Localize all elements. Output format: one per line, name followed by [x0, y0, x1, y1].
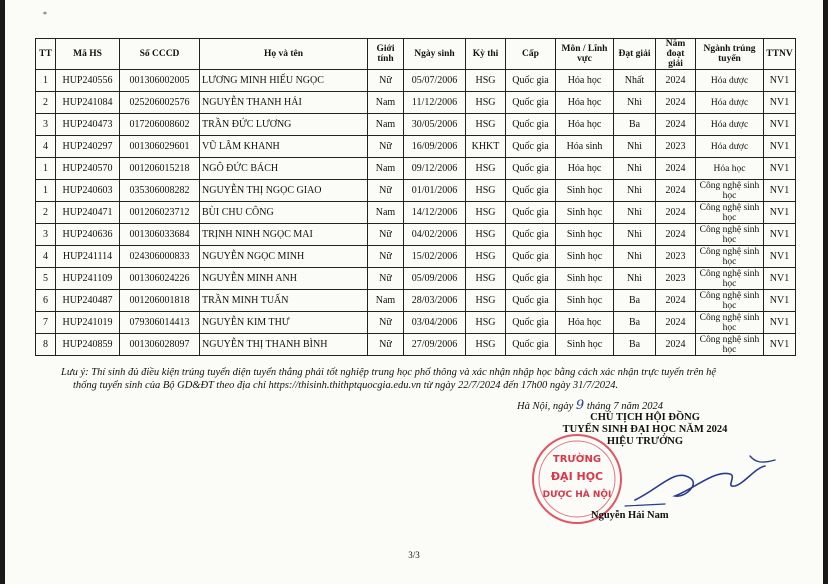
note-text: [61, 366, 801, 392]
table-cell: 2024: [656, 180, 696, 202]
table-cell: HUP240859: [56, 334, 120, 356]
table-cell: 4: [36, 136, 56, 158]
table-cell: 2024: [656, 114, 696, 136]
table-cell: HSG: [466, 70, 506, 92]
column-header: Năm đoạt giải: [656, 39, 696, 70]
table-cell: HUP240556: [56, 70, 120, 92]
table-cell: NV1: [764, 202, 796, 224]
table-cell: 05/09/2006: [404, 268, 466, 290]
column-header: Số CCCD: [120, 39, 200, 70]
table-cell: 001306002005: [120, 70, 200, 92]
table-cell: 017206008602: [120, 114, 200, 136]
table-cell: 14/12/2006: [404, 202, 466, 224]
table-cell: Ba: [614, 312, 656, 334]
table-cell: HUP241084: [56, 92, 120, 114]
table-cell: Sinh học: [556, 334, 614, 356]
column-header: Mã HS: [56, 39, 120, 70]
table-cell: Công nghệ sinh học: [696, 180, 764, 202]
table-cell: NV1: [764, 114, 796, 136]
admission-table: [35, 38, 796, 356]
table-cell: Hóa học: [696, 158, 764, 180]
table-cell: 2: [36, 92, 56, 114]
document-page: [5, 0, 823, 584]
signer-title-2: TUYỂN SINH ĐẠI HỌC NĂM 2024: [562, 424, 728, 435]
table-cell: 001206023712: [120, 202, 200, 224]
table-cell: Nhì: [614, 202, 656, 224]
table-cell: NGUYỄN THỊ THANH BÌNH: [200, 334, 368, 356]
table-cell: Quốc gia: [506, 202, 556, 224]
date-day: 9: [575, 398, 585, 413]
table-cell: Nữ: [368, 312, 404, 334]
column-header: Môn / Lĩnh vực: [556, 39, 614, 70]
table-row: [36, 114, 796, 136]
table-row: [36, 70, 796, 92]
table-cell: 1: [36, 70, 56, 92]
table-cell: 27/09/2006: [404, 334, 466, 356]
table-cell: 3: [36, 114, 56, 136]
table-cell: 8: [36, 334, 56, 356]
table-row: [36, 312, 796, 334]
table-cell: Nữ: [368, 246, 404, 268]
table-row: [36, 136, 796, 158]
table-cell: Hóa học: [556, 70, 614, 92]
table-cell: 2024: [656, 334, 696, 356]
table-cell: HUP240297: [56, 136, 120, 158]
table-cell: 4: [36, 246, 56, 268]
table-row: [36, 334, 796, 356]
table-cell: 3: [36, 224, 56, 246]
table-cell: HSG: [466, 202, 506, 224]
column-header: Giới tính: [368, 39, 404, 70]
table-cell: TRẦN MINH TUẤN: [200, 290, 368, 312]
table-cell: 2024: [656, 290, 696, 312]
table-cell: Quốc gia: [506, 246, 556, 268]
table-cell: 03/04/2006: [404, 312, 466, 334]
table-cell: 024306000833: [120, 246, 200, 268]
table-cell: Công nghệ sinh học: [696, 290, 764, 312]
table-cell: LƯƠNG MINH HIẾU NGỌC: [200, 70, 368, 92]
table-cell: TRỊNH NINH NGỌC MAI: [200, 224, 368, 246]
note-line-2: thống tuyển sinh của Bộ GD&ĐT theo địa chỉ https://thisinh.thithptquocgia.edu.vn từ ngày 22/7/2024 đến 17h00 ngày 31/7/2024.: [73, 380, 619, 391]
table-row: [36, 268, 796, 290]
table-cell: 2024: [656, 202, 696, 224]
table-cell: Công nghệ sinh học: [696, 246, 764, 268]
table-cell: HSG: [466, 246, 506, 268]
corner-mark: *: [43, 10, 47, 19]
table-cell: NV1: [764, 268, 796, 290]
table-cell: Công nghệ sinh học: [696, 334, 764, 356]
table-cell: HSG: [466, 312, 506, 334]
table-cell: HUP240603: [56, 180, 120, 202]
table-cell: 2023: [656, 136, 696, 158]
table-cell: 6: [36, 290, 56, 312]
table-cell: NV1: [764, 290, 796, 312]
table-cell: Sinh học: [556, 290, 614, 312]
table-cell: HSG: [466, 290, 506, 312]
table-cell: NV1: [764, 70, 796, 92]
table-cell: HSG: [466, 180, 506, 202]
table-cell: Sinh học: [556, 202, 614, 224]
table-cell: Ba: [614, 334, 656, 356]
table-cell: HSG: [466, 224, 506, 246]
table-cell: NV1: [764, 136, 796, 158]
table-cell: Nam: [368, 114, 404, 136]
table-cell: Quốc gia: [506, 290, 556, 312]
table-cell: NGUYỄN THỊ NGỌC GIAO: [200, 180, 368, 202]
table-cell: Nam: [368, 92, 404, 114]
table-row: [36, 180, 796, 202]
table-cell: HSG: [466, 334, 506, 356]
table-cell: Quốc gia: [506, 136, 556, 158]
table-cell: 2024: [656, 224, 696, 246]
table-cell: 2023: [656, 246, 696, 268]
table-cell: 079306014413: [120, 312, 200, 334]
table-cell: Quốc gia: [506, 114, 556, 136]
column-header: Cấp: [506, 39, 556, 70]
table-cell: NGUYỄN KIM THƯ: [200, 312, 368, 334]
table-cell: Nữ: [368, 136, 404, 158]
column-header: Họ và tên: [200, 39, 368, 70]
table-cell: NV1: [764, 334, 796, 356]
table-cell: Công nghệ sinh học: [696, 312, 764, 334]
table-cell: 001306024226: [120, 268, 200, 290]
table-cell: 15/02/2006: [404, 246, 466, 268]
table-cell: NV1: [764, 180, 796, 202]
handwritten-signature: [605, 448, 785, 518]
table-header-row: [36, 39, 796, 70]
table-cell: 2023: [656, 268, 696, 290]
table-cell: Nhì: [614, 158, 656, 180]
table-cell: Quốc gia: [506, 158, 556, 180]
table-cell: Hóa học: [556, 158, 614, 180]
table-cell: HUP241019: [56, 312, 120, 334]
table-cell: 2: [36, 202, 56, 224]
table-cell: 001206001818: [120, 290, 200, 312]
table-row: [36, 202, 796, 224]
table-cell: HUP240487: [56, 290, 120, 312]
signer-title-1: CHỦ TỊCH HỘI ĐỒNG: [590, 412, 700, 423]
table-cell: Ba: [614, 290, 656, 312]
table-cell: Nhì: [614, 268, 656, 290]
table-row: [36, 246, 796, 268]
stamp-line-3: DƯỢC HÀ NỘI: [542, 490, 612, 500]
page-number: 3/3: [408, 550, 420, 560]
table-cell: HUP240471: [56, 202, 120, 224]
table-cell: Quốc gia: [506, 70, 556, 92]
table-cell: Sinh học: [556, 268, 614, 290]
table-cell: Nam: [368, 158, 404, 180]
table-cell: Sinh học: [556, 180, 614, 202]
table-cell: Nữ: [368, 268, 404, 290]
table-cell: NV1: [764, 158, 796, 180]
table-cell: Quốc gia: [506, 312, 556, 334]
table-cell: 2024: [656, 70, 696, 92]
signer-name: Nguyễn Hải Nam: [591, 510, 669, 521]
table-cell: Nữ: [368, 180, 404, 202]
table-cell: Hóa dược: [696, 136, 764, 158]
signing-date: [517, 398, 663, 413]
table-cell: 2024: [656, 158, 696, 180]
table-cell: Quốc gia: [506, 268, 556, 290]
column-header: Kỳ thi: [466, 39, 506, 70]
table-cell: NV1: [764, 312, 796, 334]
column-header: Đạt giải: [614, 39, 656, 70]
table-cell: Nhì: [614, 224, 656, 246]
table-cell: Hóa học: [556, 114, 614, 136]
table-cell: NGUYỄN THANH HẢI: [200, 92, 368, 114]
table-cell: KHKT: [466, 136, 506, 158]
table-cell: 7: [36, 312, 56, 334]
table-cell: HSG: [466, 268, 506, 290]
table-cell: Nữ: [368, 334, 404, 356]
table-cell: Nữ: [368, 224, 404, 246]
column-header: TT: [36, 39, 56, 70]
table-cell: NV1: [764, 246, 796, 268]
table-cell: 001306033684: [120, 224, 200, 246]
column-header: TTNV: [764, 39, 796, 70]
table-cell: 05/07/2006: [404, 70, 466, 92]
table-cell: HUP241114: [56, 246, 120, 268]
table-cell: Hóa dược: [696, 92, 764, 114]
table-cell: 1: [36, 180, 56, 202]
table-cell: Công nghệ sinh học: [696, 268, 764, 290]
stamp-line-2: ĐẠI HỌC: [550, 470, 604, 483]
table-cell: Quốc gia: [506, 334, 556, 356]
table-row: [36, 224, 796, 246]
table-cell: 2024: [656, 312, 696, 334]
table-cell: NGUYỄN NGỌC MINH: [200, 246, 368, 268]
table-cell: Công nghệ sinh học: [696, 202, 764, 224]
signer-title-3: HIỆU TRƯỞNG: [606, 436, 684, 447]
table-cell: VŨ LÂM KHANH: [200, 136, 368, 158]
table-cell: Hóa học: [556, 312, 614, 334]
table-cell: Nhì: [614, 92, 656, 114]
table-cell: Ba: [614, 114, 656, 136]
table-cell: Hóa học: [556, 92, 614, 114]
table-row: [36, 158, 796, 180]
table-cell: Quốc gia: [506, 180, 556, 202]
table-cell: HUP240473: [56, 114, 120, 136]
table-cell: 001306028097: [120, 334, 200, 356]
table-cell: Nhì: [614, 136, 656, 158]
column-header: Ngành trúng tuyển: [696, 39, 764, 70]
table-cell: 001206015218: [120, 158, 200, 180]
table-cell: Hóa dược: [696, 70, 764, 92]
table-cell: NGÔ ĐỨC BÁCH: [200, 158, 368, 180]
table-cell: HSG: [466, 114, 506, 136]
table-cell: HUP240636: [56, 224, 120, 246]
table-cell: NV1: [764, 92, 796, 114]
table-cell: 2024: [656, 92, 696, 114]
table-cell: Hóa sinh: [556, 136, 614, 158]
table-cell: HSG: [466, 158, 506, 180]
table-cell: Hóa dược: [696, 114, 764, 136]
table-cell: Công nghệ sinh học: [696, 224, 764, 246]
table-cell: Nhì: [614, 246, 656, 268]
table-cell: TRẦN ĐỨC LƯƠNG: [200, 114, 368, 136]
table-cell: HSG: [466, 92, 506, 114]
column-header: Ngày sinh: [404, 39, 466, 70]
table-cell: 001306029601: [120, 136, 200, 158]
table-row: [36, 92, 796, 114]
table-cell: 16/09/2006: [404, 136, 466, 158]
table-cell: BÙI CHU CÔNG: [200, 202, 368, 224]
table-cell: 1: [36, 158, 56, 180]
table-cell: Nam: [368, 202, 404, 224]
table-cell: Quốc gia: [506, 224, 556, 246]
date-prefix: Hà Nội, ngày: [517, 401, 574, 412]
table-cell: Quốc gia: [506, 92, 556, 114]
table-cell: HUP241109: [56, 268, 120, 290]
table-cell: 025206002576: [120, 92, 200, 114]
table-cell: 11/12/2006: [404, 92, 466, 114]
table-cell: 035306008282: [120, 180, 200, 202]
table-cell: Nữ: [368, 70, 404, 92]
table-row: [36, 290, 796, 312]
table-cell: Sinh học: [556, 224, 614, 246]
table-cell: NV1: [764, 224, 796, 246]
table-cell: Nhất: [614, 70, 656, 92]
stamp-line-1: TRƯỜNG: [552, 454, 602, 465]
table-cell: HUP240570: [56, 158, 120, 180]
table-cell: 01/01/2006: [404, 180, 466, 202]
date-suffix: tháng 7 năm 2024: [586, 401, 663, 412]
table-cell: 28/03/2006: [404, 290, 466, 312]
table-cell: Sinh học: [556, 246, 614, 268]
table-cell: NGUYỄN MINH ANH: [200, 268, 368, 290]
table-cell: Nam: [368, 290, 404, 312]
table-cell: 09/12/2006: [404, 158, 466, 180]
table-cell: 04/02/2006: [404, 224, 466, 246]
table-cell: 30/05/2006: [404, 114, 466, 136]
table-cell: Nhì: [614, 180, 656, 202]
note-line-1: Lưu ý: Thí sinh đủ điều kiện trúng tuyển diện tuyển thẳng phải tốt nghiệp trung học phổ thông và xác nhận nhập học bằng cách xác nhận trực tuyến trên hệ: [61, 367, 717, 378]
table-cell: 5: [36, 268, 56, 290]
